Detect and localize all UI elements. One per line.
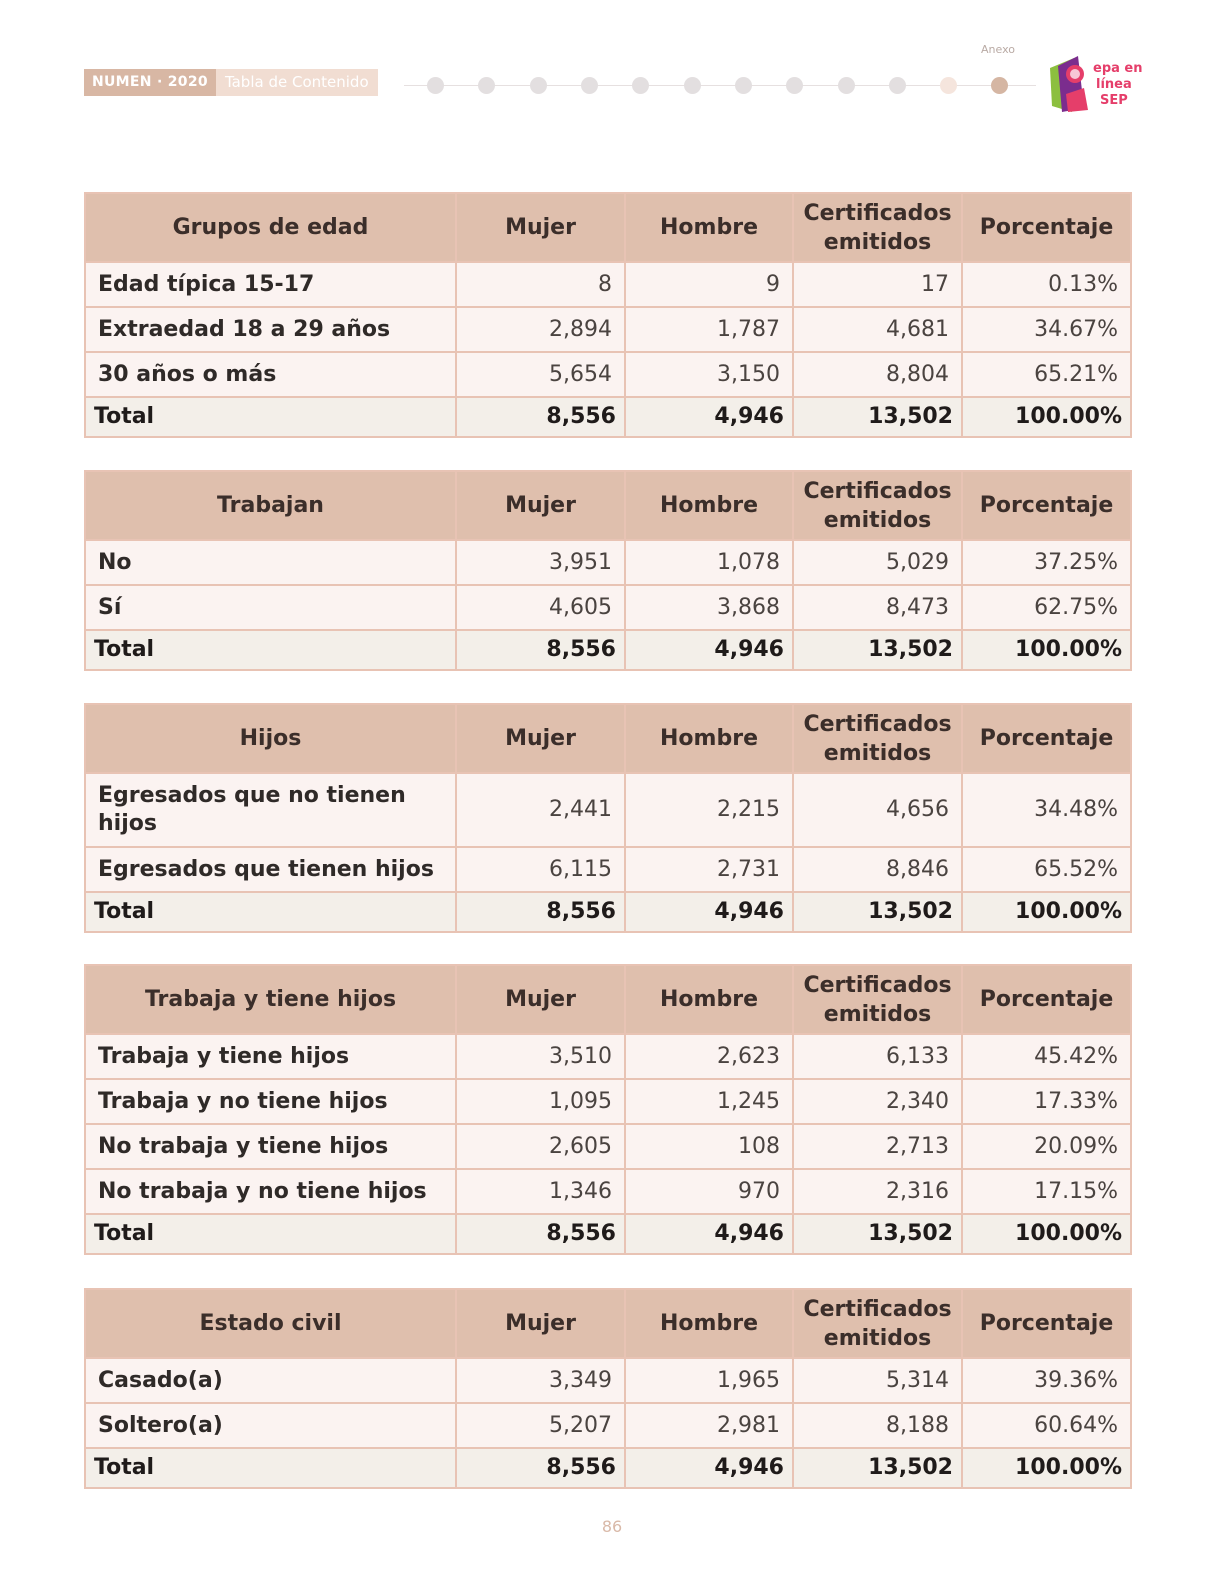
table-header-row [85,471,1131,540]
cell-mujer: 4,605 [456,585,625,630]
cell-porcentaje: 20.09% [962,1124,1131,1169]
total-mujer: 8,556 [456,1448,625,1488]
total-label: Total [85,1214,456,1254]
column-header: Certificados emitidos [793,193,962,262]
cell-porcentaje: 17.33% [962,1079,1131,1124]
table-row [85,307,1131,352]
total-mujer: 8,556 [456,630,625,670]
section-nav-dot[interactable] [889,77,906,94]
table-trabajan [84,470,1132,671]
cell-mujer: 1,095 [456,1079,625,1124]
column-header: Porcentaje [962,193,1131,262]
section-nav-dot-active[interactable] [991,77,1008,94]
cell-mujer: 3,510 [456,1034,625,1079]
table-grupos-de-edad [84,192,1132,438]
section-nav-dot[interactable] [838,77,855,94]
cell-hombre: 1,787 [625,307,793,352]
column-header: Mujer [456,471,625,540]
cell-porcentaje: 0.13% [962,262,1131,307]
table-row [85,1169,1131,1214]
row-label: Extraedad 18 a 29 años [85,307,456,352]
cell-certificados: 8,846 [793,847,962,892]
cell-hombre: 3,868 [625,585,793,630]
cell-hombre: 2,623 [625,1034,793,1079]
table-header-row [85,193,1131,262]
table-total-row [85,630,1131,670]
total-mujer: 8,556 [456,1214,625,1254]
row-label: 30 años o más [85,352,456,397]
cell-certificados: 5,314 [793,1358,962,1403]
total-label: Total [85,1448,456,1488]
cell-hombre: 9 [625,262,793,307]
cell-porcentaje: 65.21% [962,352,1131,397]
column-header: Hombre [625,704,793,773]
column-header: Mujer [456,965,625,1034]
total-porcentaje: 100.00% [962,630,1131,670]
row-label: Casado(a) [85,1358,456,1403]
total-porcentaje: 100.00% [962,397,1131,437]
cell-certificados: 6,133 [793,1034,962,1079]
cell-mujer: 3,951 [456,540,625,585]
row-label: Egresados que no tienen hijos [85,773,456,847]
cell-mujer: 8 [456,262,625,307]
cell-hombre: 2,215 [625,773,793,847]
table-header-row [85,704,1131,773]
total-hombre: 4,946 [625,892,793,932]
total-hombre: 4,946 [625,1214,793,1254]
total-label: Total [85,892,456,932]
publication-label: NUMEN · 2020 [84,69,216,96]
total-label: Total [85,630,456,670]
prepa-en-linea-logo [1048,54,1143,116]
row-label: Edad típica 15-17 [85,262,456,307]
section-nav-dot[interactable] [940,77,957,94]
section-nav-dot[interactable] [478,77,495,94]
column-header: Certificados emitidos [793,704,962,773]
table-total-row [85,1448,1131,1488]
cell-hombre: 3,150 [625,352,793,397]
table-total-row [85,892,1131,932]
column-header: Hombre [625,193,793,262]
column-header: Porcentaje [962,1289,1131,1358]
table-row [85,352,1131,397]
table-total-row [85,397,1131,437]
column-header: Certificados emitidos [793,1289,962,1358]
cell-hombre: 2,981 [625,1403,793,1448]
row-label: No [85,540,456,585]
column-header: Mujer [456,193,625,262]
total-mujer: 8,556 [456,397,625,437]
cell-hombre: 108 [625,1124,793,1169]
column-header: Certificados emitidos [793,471,962,540]
table-total-row [85,1214,1131,1254]
svg-text:SEP: SEP [1100,93,1128,108]
cell-certificados: 2,713 [793,1124,962,1169]
cell-mujer: 3,349 [456,1358,625,1403]
column-header: Hijos [85,704,456,773]
cell-certificados: 2,340 [793,1079,962,1124]
section-nav-dot[interactable] [530,77,547,94]
section-nav-dot[interactable] [684,77,701,94]
total-porcentaje: 100.00% [962,1214,1131,1254]
section-nav-dot[interactable] [581,77,598,94]
svg-text:epa en: epa en [1093,61,1143,76]
section-nav-dot[interactable] [632,77,649,94]
total-hombre: 4,946 [625,630,793,670]
table-row [85,585,1131,630]
column-header: Mujer [456,1289,625,1358]
total-certificados: 13,502 [793,630,962,670]
total-porcentaje: 100.00% [962,892,1131,932]
cell-certificados: 8,188 [793,1403,962,1448]
column-header: Porcentaje [962,965,1131,1034]
column-header: Hombre [625,471,793,540]
cell-certificados: 2,316 [793,1169,962,1214]
cell-porcentaje: 34.48% [962,773,1131,847]
cell-porcentaje: 17.15% [962,1169,1131,1214]
total-certificados: 13,502 [793,397,962,437]
cell-porcentaje: 65.52% [962,847,1131,892]
cell-mujer: 5,207 [456,1403,625,1448]
total-porcentaje: 100.00% [962,1448,1131,1488]
column-header: Porcentaje [962,471,1131,540]
section-label: Anexo [981,43,1015,56]
column-header: Estado civil [85,1289,456,1358]
total-mujer: 8,556 [456,892,625,932]
page-number: 86 [601,1517,623,1536]
total-label: Total [85,397,456,437]
row-label: Trabaja y tiene hijos [85,1034,456,1079]
cell-mujer: 2,441 [456,773,625,847]
cell-certificados: 8,804 [793,352,962,397]
cell-mujer: 1,346 [456,1169,625,1214]
table-header-row [85,965,1131,1034]
row-label: No trabaja y no tiene hijos [85,1169,456,1214]
column-header: Porcentaje [962,704,1131,773]
row-label: No trabaja y tiene hijos [85,1124,456,1169]
cell-mujer: 2,894 [456,307,625,352]
total-certificados: 13,502 [793,1448,962,1488]
column-header: Certificados emitidos [793,965,962,1034]
cell-certificados: 4,656 [793,773,962,847]
row-label: Soltero(a) [85,1403,456,1448]
cell-porcentaje: 45.42% [962,1034,1131,1079]
column-header: Mujer [456,704,625,773]
table-row [85,1034,1131,1079]
cell-certificados: 5,029 [793,540,962,585]
total-hombre: 4,946 [625,1448,793,1488]
table-row [85,1403,1131,1448]
table-header-row [85,1289,1131,1358]
column-header: Trabajan [85,471,456,540]
table-row [85,773,1131,847]
table-hijos [84,703,1132,933]
cell-hombre: 970 [625,1169,793,1214]
section-nav-dot[interactable] [427,77,444,94]
svg-text:línea: línea [1096,77,1132,92]
total-hombre: 4,946 [625,397,793,437]
cell-porcentaje: 60.64% [962,1403,1131,1448]
toc-link[interactable]: Tabla de Contenido [216,69,378,96]
cell-certificados: 8,473 [793,585,962,630]
cell-mujer: 5,654 [456,352,625,397]
cell-porcentaje: 37.25% [962,540,1131,585]
section-nav-dot[interactable] [786,77,803,94]
table-row [85,1124,1131,1169]
table-row [85,847,1131,892]
cell-porcentaje: 62.75% [962,585,1131,630]
column-header: Hombre [625,965,793,1034]
section-nav-dot[interactable] [735,77,752,94]
total-certificados: 13,502 [793,1214,962,1254]
cell-hombre: 2,731 [625,847,793,892]
table-row [85,262,1131,307]
cell-mujer: 2,605 [456,1124,625,1169]
cell-certificados: 17 [793,262,962,307]
header-bar [84,69,378,96]
cell-hombre: 1,965 [625,1358,793,1403]
cell-porcentaje: 39.36% [962,1358,1131,1403]
row-label: Sí [85,585,456,630]
table-trabaja-y-tiene-hijos [84,964,1132,1255]
column-header: Grupos de edad [85,193,456,262]
cell-hombre: 1,245 [625,1079,793,1124]
cell-certificados: 4,681 [793,307,962,352]
row-label: Trabaja y no tiene hijos [85,1079,456,1124]
cell-mujer: 6,115 [456,847,625,892]
table-row [85,1079,1131,1124]
column-header: Hombre [625,1289,793,1358]
table-row [85,540,1131,585]
row-label: Egresados que tienen hijos [85,847,456,892]
column-header: Trabaja y tiene hijos [85,965,456,1034]
table-estado-civil [84,1288,1132,1489]
cell-hombre: 1,078 [625,540,793,585]
total-certificados: 13,502 [793,892,962,932]
table-row [85,1358,1131,1403]
cell-porcentaje: 34.67% [962,307,1131,352]
